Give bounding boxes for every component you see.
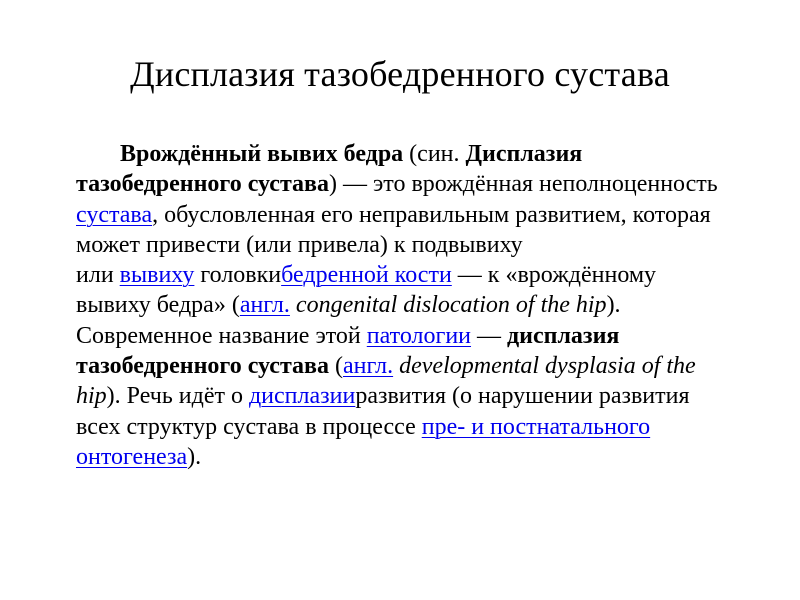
english-term-2: developmental dysplasia of the hip [76, 353, 696, 410]
definition-text-1: ) — это врождённая неполноценность [329, 171, 718, 198]
link-dysplasia[interactable]: дисплазии [248, 383, 356, 410]
link-dislocation[interactable]: вывиху [119, 262, 195, 289]
synonym-bold: Дисплазия тазобедренного сустава [76, 141, 583, 198]
definition-text-11: ). [187, 443, 202, 470]
link-joint[interactable]: сустава [76, 201, 153, 228]
definition-text-10: развития (о нарушении развития всех структур сустава в процессе [76, 383, 690, 440]
definition-text-7: — [471, 322, 508, 349]
article-paragraph [76, 139, 724, 472]
link-ontogenesis[interactable]: пре- и постнатального онтогенеза [76, 413, 651, 470]
definition-text-2: , обусловленная его неправильным развитием, которая может привести (или привела) к подвывиху [76, 201, 711, 258]
definition-text-3: или [76, 262, 120, 289]
synonym-prefix: (син. [403, 141, 466, 167]
link-femur[interactable]: бедренной кости [281, 262, 452, 289]
link-english-2[interactable]: англ. [343, 353, 394, 380]
term-bold: Врождённый вывих бедра [120, 141, 404, 167]
definition-text-9: ). Речь идёт о [106, 383, 249, 410]
definition-text-8: ( [329, 353, 343, 380]
definition-text-5: — к «врождённому вывиху бедра» ( [76, 262, 657, 319]
english-term-1: congenital dislocation of the hip [289, 292, 607, 319]
definition-text-4: головки [194, 262, 282, 289]
link-pathology[interactable]: патологии [366, 322, 472, 349]
page-title: Дисплазия тазобедренного сустава [130, 54, 670, 94]
link-english-1[interactable]: англ. [239, 292, 290, 319]
modern-name-bold: дисплазия тазобедренного сустава [76, 322, 620, 380]
definition-text-6: ). Современное название этой [76, 292, 621, 349]
